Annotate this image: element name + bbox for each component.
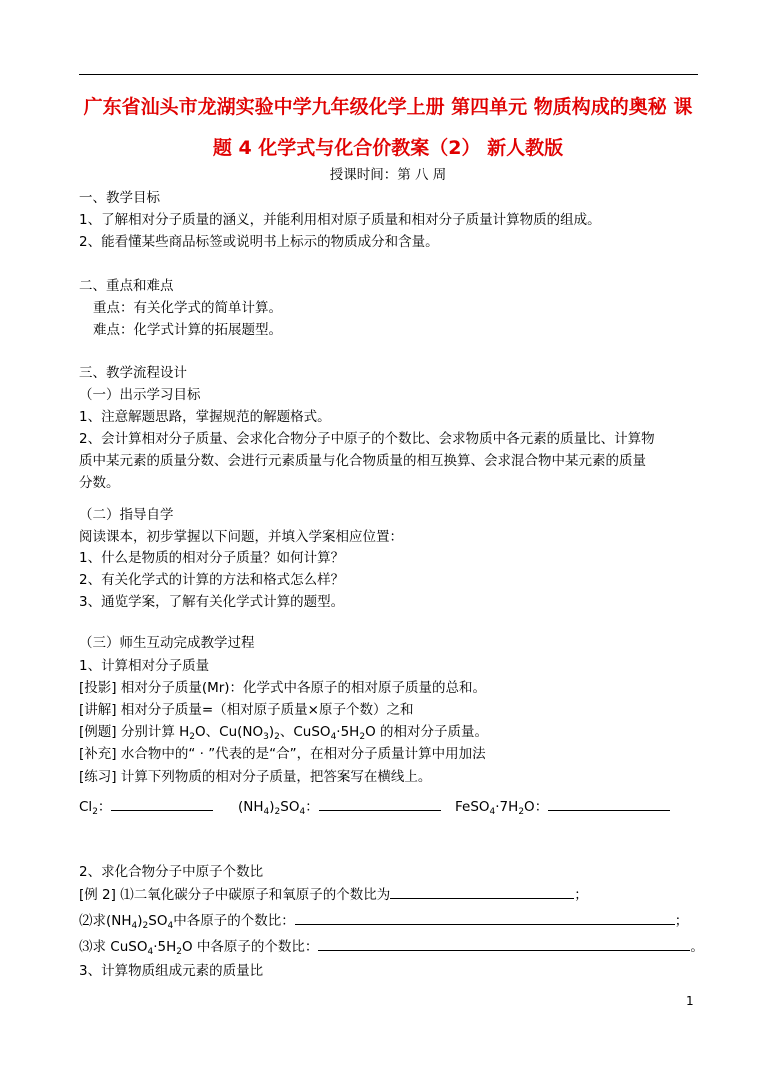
objective-2: 2、能看懂某些商品标签或说明书上标示的物质成分和含量。 xyxy=(79,234,439,250)
topic-3-heading: 3、计算物质组成元素的质量比 xyxy=(79,963,264,979)
objective-1: 1、了解相对分子质量的涵义，并能利用相对原子质量和相对分子质量计算物质的组成。 xyxy=(79,212,601,228)
example-2-part-2: ⑵求$(NH_4)_2SO_4$中各原子的个数比： ； xyxy=(79,910,688,937)
cuso4-ratio-blank[interactable] xyxy=(318,936,690,951)
subsection-3b-heading: （二）指导自学 xyxy=(79,507,174,523)
subsection-3a-heading: （一）出示学习目标 xyxy=(79,387,201,403)
header-rule xyxy=(79,74,698,75)
example-line: [例题] 分别计算 $H_2O$、$Cu(NO_3)_2$、$CuSO_4\cdot 5H_2O$ 的相对分子质量。 xyxy=(79,724,488,742)
supplement-note: [补充] 水合物中的“ · ”代表的是“合”，在相对分子质量计算中用加法 xyxy=(79,746,486,762)
section-1-heading: 一、教学目标 xyxy=(79,190,160,206)
nh4-2so4-answer-blank[interactable] xyxy=(319,796,441,811)
feso4-answer-blank[interactable] xyxy=(548,796,670,811)
document-title-line-1: 广东省汕头市龙湖实验中学九年级化学上册 第四单元 物质构成的奥秘 课 xyxy=(83,96,693,118)
cl2-answer-blank[interactable] xyxy=(111,796,213,811)
nh4-2so4-ratio-blank[interactable] xyxy=(295,910,675,925)
practice-feso4: $FeSO_4\cdot 7H_2O$： xyxy=(455,796,670,823)
key-point: 重点：有关化学式的简单计算。 xyxy=(93,300,282,316)
goal-2-line-1: 2、会计算相对分子质量、会求化合物分子中原子的个数比、会求物质中各元素的质量比、计算物 xyxy=(79,431,655,447)
goal-1: 1、注意解题思路，掌握规范的解题格式。 xyxy=(79,409,331,425)
question-3: 3、通览学案，了解有关化学式计算的题型。 xyxy=(79,594,345,610)
self-study-intro: 阅读课本，初步掌握以下问题，并填入学案相应位置： xyxy=(79,529,403,545)
practice-cl2: $Cl_2$： xyxy=(79,796,213,823)
class-time: 授课时间：第 八 周 xyxy=(329,167,447,183)
document-title-line-2: 题 4 化学式与化合价教案（2） 新人教版 xyxy=(212,137,564,159)
question-2: 2、有关化学式的计算的方法和格式怎么样？ xyxy=(79,572,345,588)
topic-2-heading: 2、求化合物分子中原子个数比 xyxy=(79,864,264,880)
co2-ratio-blank[interactable] xyxy=(390,884,574,899)
section-3-heading: 三、教学流程设计 xyxy=(79,365,187,381)
example-2-part-3: ⑶求 $CuSO_4\cdot 5H_2O$ 中各原子的个数比： 。 xyxy=(79,936,704,963)
lecture-note: [讲解] 相对分子质量=（相对原子质量×原子个数）之和 xyxy=(79,702,414,718)
example-2-part-1: [例 2] ⑴二氧化碳分子中碳原子和氧原子的个数比为 ； xyxy=(79,884,588,906)
projection-note: [投影] 相对分子质量(Mr)：化学式中各原子的相对原子质量的总和。 xyxy=(79,680,487,696)
difficult-point: 难点：化学式计算的拓展题型。 xyxy=(93,322,282,338)
goal-2-line-2: 质中某元素的质量分数、会进行元素质量与化合物质量的相互换算、会求混合物中某元素的质量 xyxy=(79,453,646,469)
topic-1-heading: 1、计算相对分子质量 xyxy=(79,658,210,674)
practice-nh4-2so4: $(NH_4)_2SO_4$： xyxy=(238,796,441,823)
subsection-3c-heading: （三）师生互动完成教学过程 xyxy=(79,635,255,651)
question-1: 1、什么是物质的相对分子质量？如何计算？ xyxy=(79,550,345,566)
goal-2-line-3: 分数。 xyxy=(79,475,120,491)
section-2-heading: 二、重点和难点 xyxy=(79,278,174,294)
practice-instruction: [练习] 计算下列物质的相对分子质量，把答案写在横线上。 xyxy=(79,769,432,785)
page-number: 1 xyxy=(686,994,694,1008)
